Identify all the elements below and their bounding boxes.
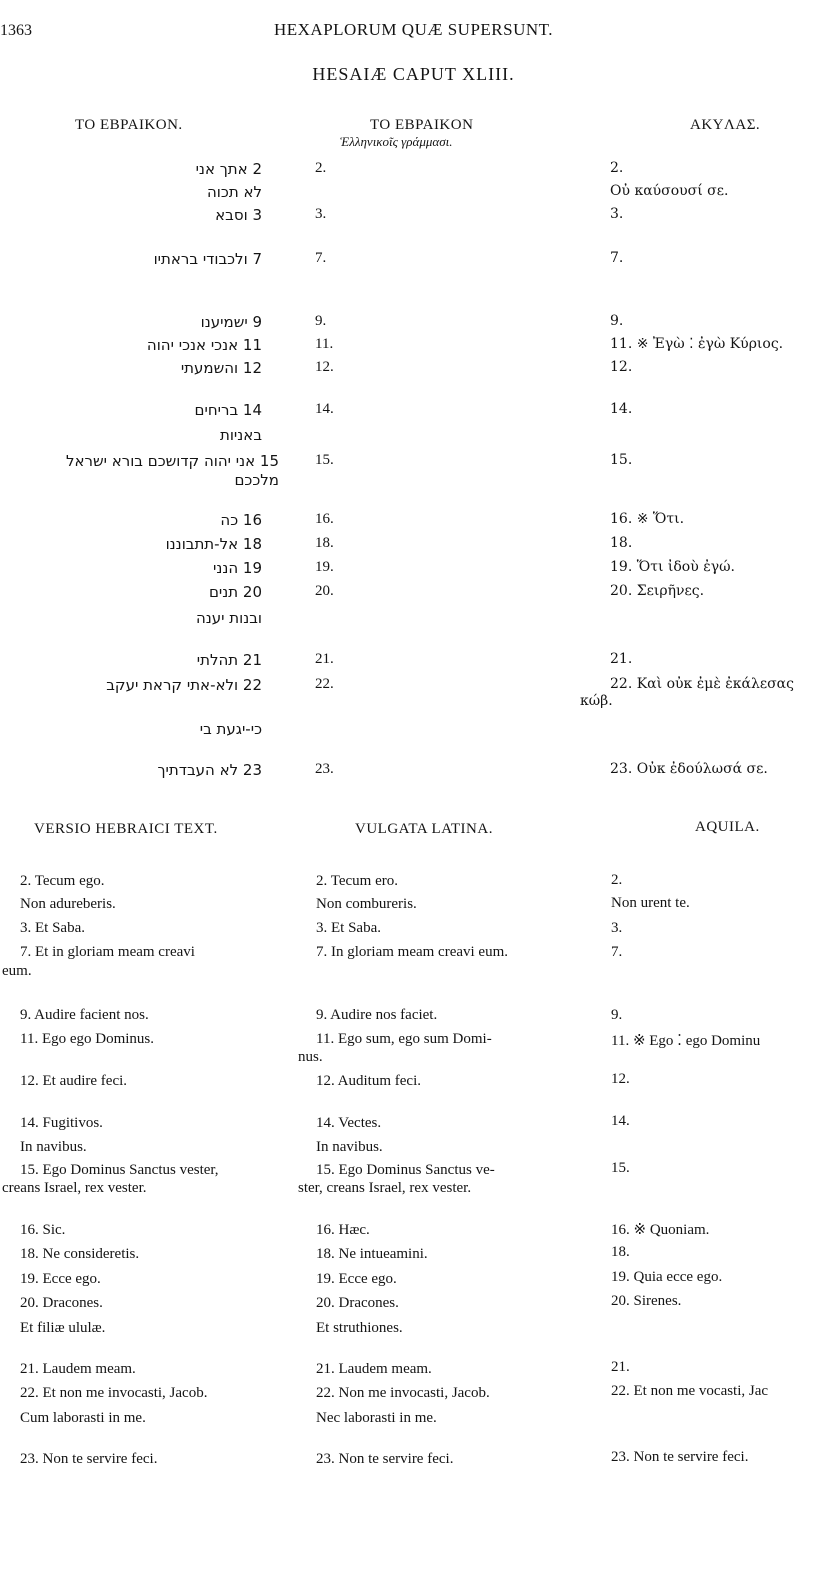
aquila-greek-cell: 3.: [610, 206, 624, 222]
aquila-latin-cell: 18.: [611, 1244, 630, 1260]
versio-cell: 19. Ecce ego.: [20, 1271, 101, 1287]
hebrew-cell: 7 ולכבודי בראתיו: [153, 250, 262, 268]
aquila-greek-cell: 12.: [610, 359, 633, 375]
greek-letters-cell: 2.: [315, 160, 327, 176]
versio-cell: creans Israel, rex vester.: [2, 1180, 147, 1196]
hebrew-cell: מלככם: [234, 471, 279, 489]
aquila-latin-cell: 15.: [611, 1160, 630, 1176]
vulgata-cell: 22. Non me invocasti, Jacob.: [316, 1385, 490, 1401]
versio-cell: 21. Laudem meam.: [20, 1361, 136, 1377]
lower-header-aquila: AQUILA.: [695, 819, 760, 835]
greek-letters-cell: 14.: [315, 401, 334, 417]
versio-cell: In navibus.: [20, 1139, 87, 1155]
hebrew-cell: כי-יגעת בי: [199, 720, 262, 738]
aquila-latin-cell: 23. Non te servire feci.: [611, 1449, 749, 1465]
hebrew-cell: באניות: [219, 426, 262, 444]
greek-letters-cell: 11.: [315, 336, 334, 352]
vulgata-cell: 14. Vectes.: [316, 1115, 382, 1131]
aquila-latin-cell: 20. Sirenes.: [611, 1293, 682, 1309]
versio-cell: 20. Dracones.: [20, 1295, 103, 1311]
hebrew-cell: 21 תהלתי: [196, 651, 262, 669]
versio-cell: 2. Tecum ego.: [20, 873, 105, 889]
hebrew-cell: 12 והשמעתי: [180, 359, 262, 377]
upper-header-greek-letters: TO EBPAIKON: [370, 117, 474, 133]
versio-cell: 15. Ego Dominus Sanctus vester,: [20, 1162, 219, 1178]
hebrew-cell: 20 תנים: [208, 583, 262, 601]
versio-cell: 7. Et in gloriam meam creavi: [20, 944, 195, 960]
versio-cell: Cum laborasti in me.: [20, 1410, 146, 1426]
hebrew-cell: 18 אל-תתבוננו: [165, 535, 262, 553]
aquila-latin-cell: 11. ※ Ego ⁚ ego Dominu: [611, 1033, 761, 1049]
upper-header-aquila: AKYΛAΣ.: [690, 117, 761, 133]
hebrew-cell: 2 אתך אני: [195, 160, 262, 178]
aquila-latin-cell: 16. ※ Quoniam.: [611, 1222, 710, 1238]
vulgata-cell: 23. Non te servire feci.: [316, 1451, 454, 1467]
versio-cell: 12. Et audire feci.: [20, 1073, 128, 1089]
greek-letters-cell: 7.: [315, 250, 327, 266]
greek-letters-cell: 21.: [315, 651, 334, 667]
hebrew-cell: ובנות יענה: [195, 609, 262, 627]
vulgata-cell: 18. Ne intueamini.: [316, 1246, 428, 1262]
hebrew-cell: לא תכוה: [207, 183, 262, 201]
aquila-latin-cell: 22. Et non me vocasti, Jac: [611, 1383, 769, 1399]
vulgata-cell: nus.: [298, 1049, 323, 1065]
greek-letters-cell: 19.: [315, 559, 334, 575]
aquila-greek-cell: 14.: [610, 401, 633, 417]
hebrew-cell: 16 כה: [220, 511, 262, 529]
vulgata-cell: 11. Ego sum, ego sum Domi-: [316, 1031, 492, 1047]
hebrew-cell: 19 הנני: [212, 559, 262, 577]
hebrew-cell: 23 לא העבדתיך: [157, 761, 262, 779]
aquila-greek-cell: 20. Σειρῆνες.: [610, 583, 705, 599]
hebrew-cell: 15 אני יהוה קדושכם בורא ישראל: [65, 452, 279, 470]
vulgata-cell: In navibus.: [316, 1139, 383, 1155]
upper-header-hebrew: TO EBPAIKON.: [75, 117, 183, 133]
vulgata-cell: 19. Ecce ego.: [316, 1271, 397, 1287]
vulgata-cell: 12. Auditum feci.: [316, 1073, 421, 1089]
aquila-greek-cell: 7.: [610, 250, 624, 266]
hebrew-cell: 11 אנכי אנכי יהוה: [146, 336, 262, 354]
greek-letters-cell: 20.: [315, 583, 334, 599]
aquila-latin-cell: 9.: [611, 1007, 623, 1023]
aquila-greek-cell: Οὐ καύσουσί σε.: [610, 183, 729, 199]
vulgata-cell: 3. Et Saba.: [316, 920, 381, 936]
versio-cell: eum.: [2, 963, 32, 979]
versio-cell: 3. Et Saba.: [20, 920, 85, 936]
greek-letters-cell: 23.: [315, 761, 334, 777]
vulgata-cell: 9. Audire nos faciet.: [316, 1007, 438, 1023]
aquila-greek-cell: 23. Οὐκ ἐδούλωσά σε.: [610, 761, 768, 777]
versio-cell: 23. Non te servire feci.: [20, 1451, 158, 1467]
aquila-greek-cell: κώβ.: [580, 693, 613, 709]
aquila-greek-cell: 9.: [610, 313, 624, 329]
versio-cell: 16. Sic.: [20, 1222, 66, 1238]
page-number: 1363: [0, 22, 32, 39]
aquila-greek-cell: 19. Ὅτι ἰδοὺ ἐγώ.: [610, 559, 735, 575]
versio-cell: 18. Ne consideretis.: [20, 1246, 140, 1262]
versio-cell: 22. Et non me invocasti, Jacob.: [20, 1385, 208, 1401]
chapter-title: HESAIÆ CAPUT XLIII.: [312, 64, 515, 84]
versio-cell: Et filiæ ululæ.: [20, 1320, 106, 1336]
vulgata-cell: 16. Hæc.: [316, 1222, 370, 1238]
greek-letters-cell: 3.: [315, 206, 327, 222]
vulgata-cell: Nec laborasti in me.: [316, 1410, 437, 1426]
versio-cell: 9. Audire facient nos.: [20, 1007, 149, 1023]
aquila-greek-cell: 11. ※ Ἐγὼ ⁚ ἐγὼ Κύριος.: [610, 336, 784, 352]
aquila-latin-cell: 3.: [611, 920, 623, 936]
vulgata-cell: 21. Laudem meam.: [316, 1361, 432, 1377]
lower-header-vulgata: VULGATA LATINA.: [355, 821, 493, 837]
vulgata-cell: 7. In gloriam meam creavi eum.: [316, 944, 509, 960]
aquila-latin-cell: 19. Quia ecce ego.: [611, 1269, 723, 1285]
hebrew-cell: 9 ישמיענו: [200, 313, 262, 331]
aquila-greek-cell: 21.: [610, 651, 633, 667]
aquila-latin-cell: Non urent te.: [611, 895, 690, 911]
greek-letters-cell: 16.: [315, 511, 334, 527]
aquila-greek-cell: 18.: [610, 535, 633, 551]
hebrew-cell: 3 וסבא: [215, 206, 262, 224]
versio-cell: Non adureberis.: [20, 896, 116, 912]
vulgata-cell: Non combureris.: [316, 896, 417, 912]
aquila-greek-cell: 22. Καὶ οὐκ ἐμὲ ἐκάλεσας: [610, 676, 794, 692]
aquila-latin-cell: 21.: [611, 1359, 630, 1375]
hebrew-cell: 14 בריחים: [194, 401, 262, 419]
greek-letters-cell: 9.: [315, 313, 327, 329]
aquila-greek-cell: 16. ※ Ὅτι.: [610, 511, 685, 527]
versio-cell: 11. Ego ego Dominus.: [20, 1031, 155, 1047]
aquila-latin-cell: 7.: [611, 944, 623, 960]
lower-header-versio: VERSIO HEBRAICI TEXT.: [34, 821, 218, 837]
aquila-greek-cell: 2.: [610, 160, 624, 176]
aquila-greek-cell: 15.: [610, 452, 633, 468]
vulgata-cell: 20. Dracones.: [316, 1295, 399, 1311]
vulgata-cell: 15. Ego Dominus Sanctus ve-: [316, 1162, 495, 1178]
aquila-latin-cell: 14.: [611, 1113, 630, 1129]
greek-letters-cell: 22.: [315, 676, 334, 692]
greek-letters-cell: 12.: [315, 359, 334, 375]
aquila-latin-cell: 12.: [611, 1071, 630, 1087]
vulgata-cell: Et struthiones.: [316, 1320, 403, 1336]
greek-letters-cell: 15.: [315, 452, 334, 468]
hebrew-cell: 22 ולא-אתי קראת יעקב: [106, 676, 262, 694]
upper-header-greek-letters-sub: Ἑλληνικοῖς γράμμασι.: [340, 134, 453, 149]
versio-cell: 14. Fugitivos.: [20, 1115, 103, 1131]
vulgata-cell: ster, creans Israel, rex vester.: [298, 1180, 472, 1196]
vulgata-cell: 2. Tecum ero.: [316, 873, 398, 889]
aquila-latin-cell: 2.: [611, 872, 623, 888]
greek-letters-cell: 18.: [315, 535, 334, 551]
running-head: HEXAPLORUM QUÆ SUPERSUNT.: [273, 20, 554, 39]
